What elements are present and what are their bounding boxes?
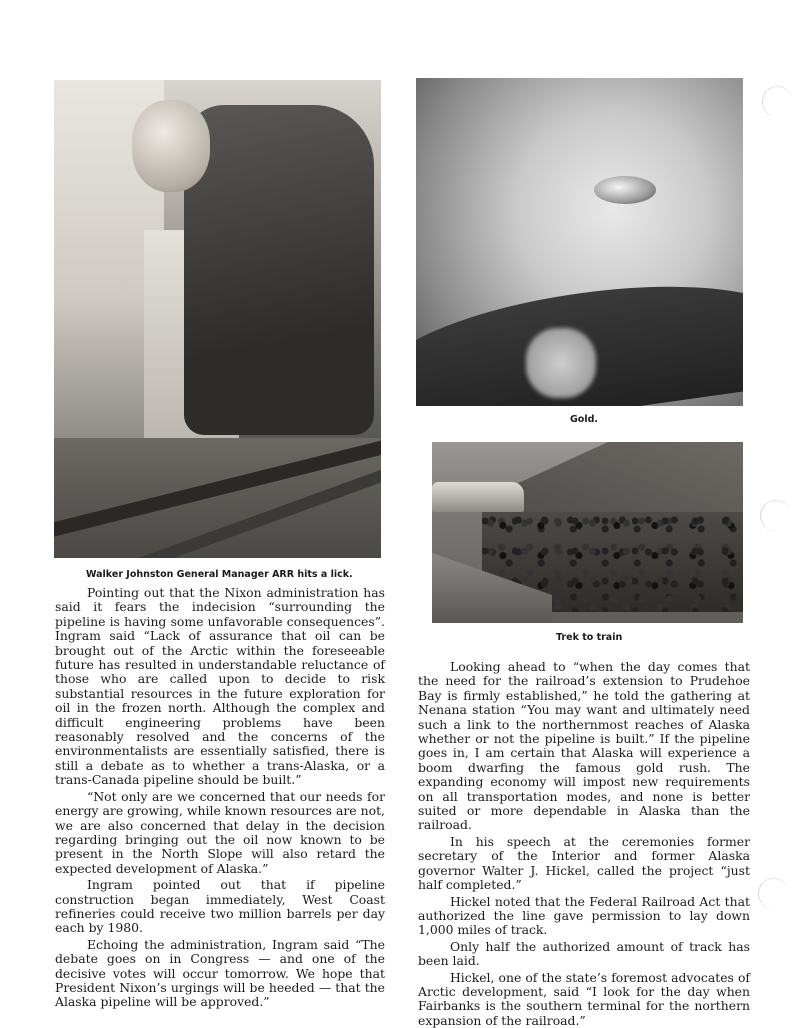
- paragraph: Echoing the administration, Ingram said “The debate goes on in Congress — and one of the decisive votes will occur tomorrow. We hope that President Nixon’s urgings will be heeded — that the Alaska pipeline will be approved.”: [55, 936, 385, 1010]
- photo-gold-pan: [416, 78, 743, 406]
- binder-hole-mark: [762, 86, 793, 117]
- paragraph: Pointing out that the Nixon administration has said it fears the indecision “surrounding the pipeline is having some unfavorable consequences”. Ingram said “Lack of assurance that oil can be brought out of the Arctic within the foreseeable future has resulted in understandable reluctance of those who are called upon to decide to risk substantial resources in the future exploration for oil in the frozen north. Although the complex and difficult engineering problems have been reasonably resolved and the concerns of the environmentalists are essentially satisfied, there is still a debate as to whether a trans-Alaska, or a trans-Canada pipeline should be built.”: [55, 585, 385, 788]
- photo-crowd-trek-to-train: [432, 442, 743, 623]
- binder-hole-mark: [758, 878, 789, 909]
- paragraph: Looking ahead to “when the day comes that the need for the railroad’s extension to Prudehoe Bay is firmly established,” he told the gathering at Nenana station “You may want and ultimately need such a link to the northernmost reaches of Alaska whether or not the pipeline is built.” If the pipeline goes in, I am certain that Alaska will experience a boom dwarfing the famous gold rush. The expanding economy will impost new requirements on all transportation modes, and none is better suited or more dependable in Alaska than the railroad.: [418, 659, 750, 833]
- photo-gold-nugget: [594, 176, 656, 204]
- caption-hammer: Walker Johnston General Manager ARR hits a lick.: [86, 569, 353, 580]
- paragraph: Ingram pointed out that if pipeline construction began immediately, West Coast refineries could receive two million barrels per day each by 1980.: [55, 877, 385, 936]
- article-right-column: [418, 660, 750, 1028]
- paragraph: Only half the authorized amount of track has been laid.: [418, 938, 750, 969]
- paragraph: “Not only are we concerned that our needs for energy are growing, while known resources are not, we are also concerned that delay in the decision regarding bringing out the oil now known to be present in the North Slope will also retard the expected development of Alaska.”: [55, 788, 385, 876]
- caption-trek: Trek to train: [556, 632, 623, 643]
- photo-thumb: [526, 328, 596, 398]
- photo-train: [432, 482, 524, 512]
- caption-gold: Gold.: [570, 414, 598, 425]
- article-left-column: [55, 586, 385, 1010]
- photo-man-hammering-rail: [54, 80, 381, 558]
- paragraph: In his speech at the ceremonies former secretary of the Interior and former Alaska governor Walter J. Hickel, called the project “just half completed.”: [418, 833, 750, 893]
- paragraph: Hickel noted that the Federal Railroad Act that authorized the line gave permission to lay down 1,000 miles of track.: [418, 893, 750, 938]
- photo-man-head: [132, 100, 210, 192]
- binder-hole-mark: [760, 500, 791, 531]
- paragraph: Hickel, one of the state’s foremost advocates of Arctic development, said “I look for the day when Fairbanks is the southern terminal for the northern expansion of the railroad.”: [418, 969, 750, 1028]
- photo-man-body: [184, 105, 374, 435]
